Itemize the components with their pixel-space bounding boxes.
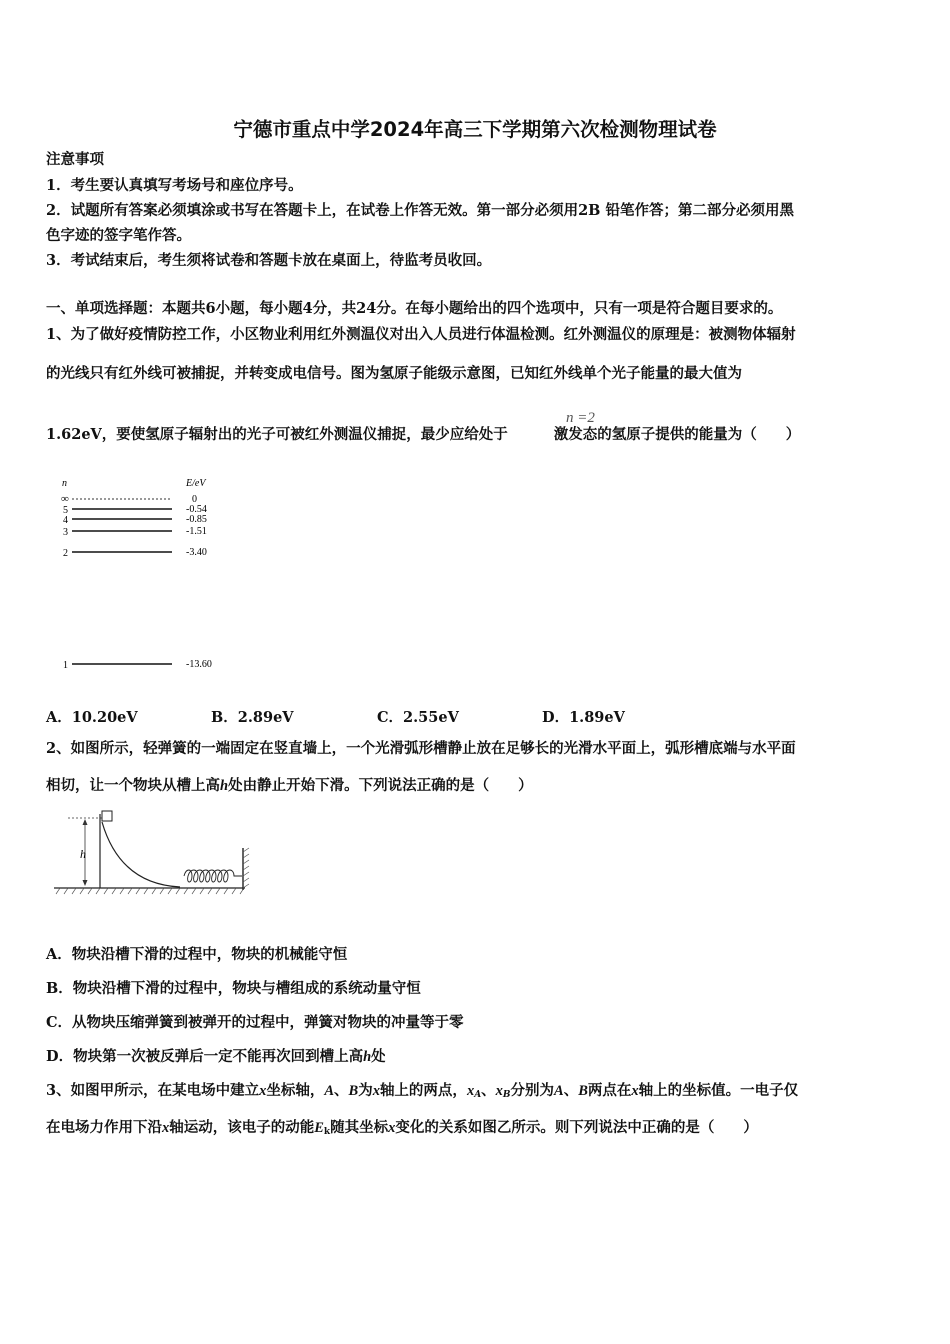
q3-text-8: 在电场力作用下沿: [46, 1119, 162, 1136]
q3-B-2: B: [578, 1083, 588, 1099]
energy-axis-label: E/eV: [186, 478, 206, 489]
q3-text-6: 两点在: [587, 1082, 632, 1099]
q3-text-11: 变化的关系如图乙所示。则下列说法中正确的是（ ）: [395, 1119, 758, 1136]
q3-A-2: A: [554, 1083, 564, 1099]
q3-text-1: 3、如图甲所示，在某电场中建立: [46, 1082, 260, 1099]
q3-text-7: 轴上的坐标值。一电子仅: [638, 1082, 799, 1099]
q3-text-4: 轴上的两点，: [379, 1082, 467, 1099]
q1-option-d: D．1.89eV: [542, 709, 625, 726]
spring-coil: [184, 870, 242, 882]
q1-option-b: B．2.89eV: [211, 709, 294, 726]
q3-x-3: x: [631, 1083, 639, 1099]
q3-line2: [46, 1118, 758, 1142]
q2-option-b: B．物块沿槽下滑的过程中，物块与槽组成的系统动量守恒: [46, 980, 421, 997]
q2-option-d-h: h: [363, 1049, 372, 1065]
q1-line2: 的光线只有红外线可被捕捉，并转变成电信号。图为氢原子能级示意图，已知红外线单个光子能量的最大值为: [46, 365, 742, 382]
q3-ek-sub: k: [323, 1127, 331, 1137]
height-arrow-top: [83, 819, 88, 825]
ground-hatch: [56, 888, 244, 894]
q2-option-d-text: D．物块第一次被反弹后一定不能再次回到槽上高: [46, 1048, 364, 1065]
q1-line3-start: 1.62eV，要使氢原子辐射出的光子可被红外测温仪捕捉，最少应给处于: [46, 426, 508, 443]
level-2-e: -3.40: [186, 547, 207, 558]
q3-text-9: 轴运动，该电子的动能: [169, 1119, 315, 1136]
level-1-e: -13.60: [186, 659, 212, 670]
q1-line3-end: 激发态的氢原子提供的能量为（ ）: [553, 426, 801, 443]
arc-slot-spring-diagram: [50, 808, 255, 900]
q3-xb-sub: B: [502, 1090, 511, 1100]
q3-line1: [46, 1081, 798, 1105]
q2-option-a: A．物块沿槽下滑的过程中，物块的机械能守恒: [46, 946, 348, 963]
sliding-block: [102, 811, 112, 821]
section-heading: 一、单项选择题：本题共6小题，每小题4分，共24分。在每小题给出的四个选项中，只有一项是符合题目要求的。: [46, 300, 783, 317]
q3-sep-1: 、: [334, 1082, 349, 1099]
level-4-e: -0.85: [186, 514, 207, 525]
q2-option-d-tail: 处: [371, 1048, 386, 1065]
q3-B-1: B: [348, 1083, 359, 1099]
q3-A-1: A: [324, 1083, 335, 1099]
level-2-n: 2: [63, 548, 68, 559]
q3-x-2: x: [372, 1083, 380, 1099]
q1-line3: [46, 425, 800, 445]
q3-x-4: x: [162, 1120, 170, 1136]
height-arrow-bottom: [83, 880, 88, 886]
q1-option-c: C．2.55eV: [377, 709, 459, 726]
level-3-n: 3: [63, 527, 68, 538]
notice-item-2: 2．试题所有答案必须填涂或书写在答题卡上，在试卷上作答无效。第一部分必须用2B 铅笔作答；第二部分必须用黑: [46, 202, 794, 219]
q1-option-a: A．10.20eV: [46, 709, 138, 726]
notice-item-3: 3．考试结束后，考生须将试卷和答题卡放在桌面上，待监考员收回。: [46, 252, 492, 269]
page-title: 宁德市重点中学2024年高三下学期第六次检测物理试卷: [233, 118, 717, 141]
q3-x-1: x: [259, 1083, 267, 1099]
q3-xb: x: [495, 1083, 503, 1099]
q2-line1: 2、如图所示，轻弹簧的一端固定在竖直墙上，一个光滑弧形槽静止放在足够长的光滑水平面上，弧形槽底端与水平面: [46, 740, 796, 757]
n-axis-label: n: [62, 478, 67, 489]
q2-h-symbol: h: [220, 778, 229, 794]
q3-xa-sub: A: [474, 1090, 482, 1100]
level-5-e: -0.54: [186, 504, 207, 515]
q3-text-2: 坐标轴，: [266, 1082, 325, 1099]
notice-item-2-cont: 色字迹的签字笔作答。: [46, 227, 191, 244]
q2-line2-start: 相切，让一个物块从槽上高: [46, 777, 220, 794]
level-4-n: 4: [63, 515, 68, 526]
q1-line1: 1、为了做好疫情防控工作，小区物业利用红外测温仪对出入人员进行体温检测。红外测温仪的原理是：被测物体辐射: [46, 326, 796, 343]
q2-option-d: [46, 1047, 386, 1067]
notice-heading: 注意事项: [46, 151, 104, 168]
q3-ek: E: [314, 1120, 324, 1136]
q3-sep-2: 、: [481, 1082, 496, 1099]
q3-text-5: 分别为: [510, 1082, 555, 1099]
level-inf-e: 0: [192, 494, 197, 505]
level-5-n: 5: [63, 505, 68, 516]
wall-hatch: [243, 848, 249, 888]
q3-xa: x: [466, 1083, 475, 1099]
energy-level-diagram: [58, 475, 238, 675]
q2-line2-end: 处由静止开始下滑。下列说法正确的是（ ）: [228, 777, 533, 794]
arc-slot-curve: [102, 822, 180, 887]
level-1-n: 1: [63, 660, 68, 671]
level-3-e: -1.51: [186, 526, 207, 537]
q3-text-10: 随其坐标: [330, 1119, 389, 1136]
q3-x-5: x: [388, 1120, 396, 1136]
q2-option-c: C．从物块压缩弹簧到被弹开的过程中，弹簧对物块的冲量等于零: [46, 1014, 464, 1031]
level-inf-n: ∞: [61, 493, 69, 505]
q2-line2: [46, 776, 533, 796]
notice-item-1: 1．考生要认真填写考场号和座位序号。: [46, 177, 303, 194]
height-label: h: [80, 847, 86, 861]
q3-text-3: 为: [358, 1082, 373, 1099]
q3-sep-3: 、: [563, 1082, 579, 1099]
n-equals-2-formula: n =2: [566, 410, 595, 426]
